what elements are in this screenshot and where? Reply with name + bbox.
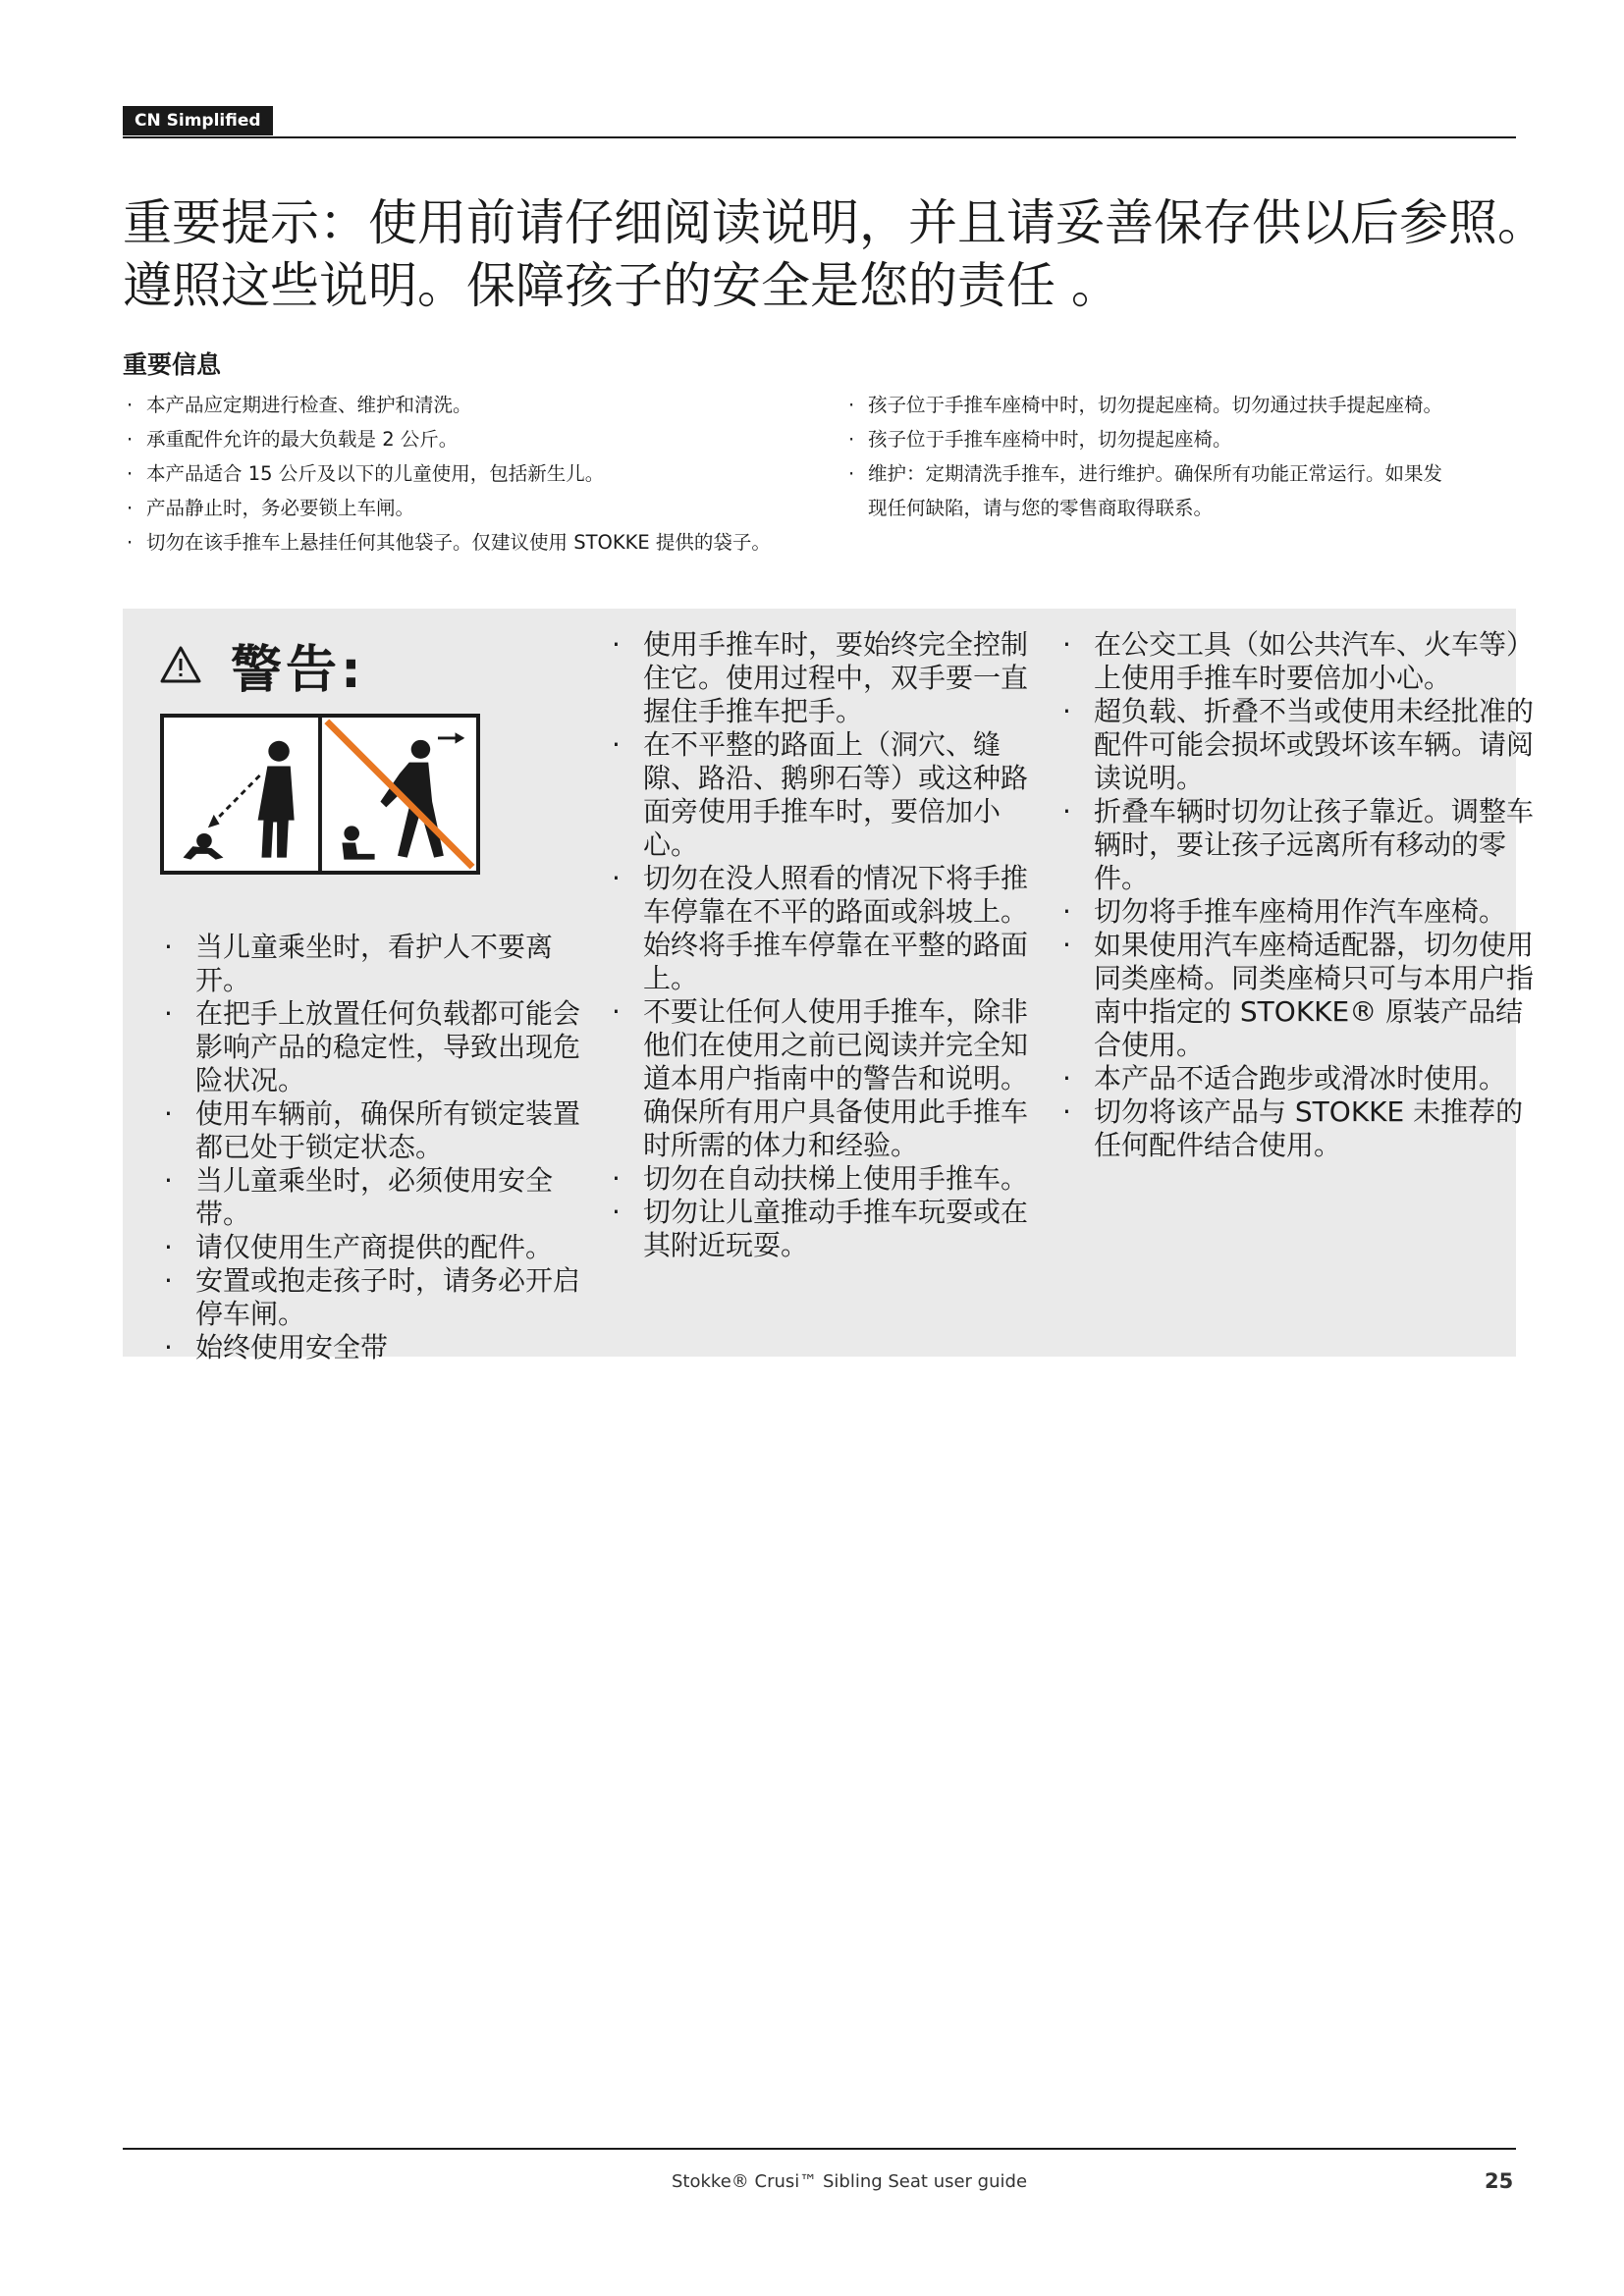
page-number: 25 [1485, 2169, 1514, 2193]
list-item: · 维护：定期清洗手推车，进行维护。确保所有功能正常运行。如果发 [844, 456, 1532, 491]
list-item: · 本产品应定期进行检查、维护和清洗。 [123, 388, 830, 422]
warning-item: · 切勿让儿童推动手推车玩耍或在其附近玩耍。 [612, 1196, 1049, 1262]
warning-item: · 折叠车辆时切勿让孩子靠近。调整车辆时，要让孩子远离所有移动的零件。 [1062, 795, 1539, 895]
do-not-leave-child-unattended-pictogram [160, 714, 480, 875]
list-item: · 孩子位于手推车座椅中时，切勿提起座椅。 [844, 422, 1532, 456]
footer-guide-name: Stokke® Crusi™ Sibling Seat user guide [672, 2171, 1028, 2192]
warning-item: · 使用车辆前，确保所有锁定装置都已处于锁定状态。 [164, 1097, 586, 1164]
warning-item: · 切勿将该产品与 STOKKE 未推荐的任何配件结合使用。 [1062, 1095, 1539, 1162]
warning-item: · 使用手推车时，要始终完全控制住它。使用过程中，双手要一直握住手推车把手。 [612, 628, 1049, 728]
important-info-right-list [844, 388, 1532, 525]
warning-item: · 当儿童乘坐时，必须使用安全带。 [164, 1164, 586, 1231]
important-info-heading: 重要信息 [123, 350, 222, 379]
warning-item: · 如果使用汽车座椅适配器，切勿使用同类座椅。同类座椅只可与本用户指南中指定的 STOKKE® 原装产品结合使用。 [1062, 929, 1539, 1062]
warning-item: · 安置或抱走孩子时，请务必开启停车闸。 [164, 1264, 586, 1331]
warning-item: · 在公交工具（如公共汽车、火车等）上使用手推车时要倍加小心。 [1062, 628, 1539, 695]
warning-list-col2 [612, 628, 1049, 1262]
list-item: · 本产品适合 15 公斤及以下的儿童使用，包括新生儿。 [123, 456, 830, 491]
warning-box [123, 609, 1535, 1363]
important-info-left-list [123, 388, 830, 560]
warning-item: · 在不平整的路面上（洞穴、缝隙、路沿、鹅卵石等）或这种路面旁使用手推车时，要倍加小心。 [612, 728, 1049, 862]
language-tag: CN Simplified [123, 106, 273, 135]
page-title [123, 191, 1546, 317]
warning-item: · 切勿将手推车座椅用作汽车座椅。 [1062, 895, 1539, 929]
warning-item: · 本产品不适合跑步或滑冰时使用。 [1062, 1062, 1539, 1095]
warning-header [160, 630, 365, 699]
header-rule [123, 136, 1516, 138]
list-item: · 孩子位于手推车座椅中时，切勿提起座椅。切勿通过扶手提起座椅。 [844, 388, 1532, 422]
warning-item: · 切勿在自动扶梯上使用手推车。 [612, 1162, 1049, 1196]
title-line: 重要提示：使用前请仔细阅读说明，并且请妥善保存供以后参照。 [123, 194, 1546, 251]
warning-triangle-icon [160, 646, 201, 683]
warning-title: 警告: [231, 640, 365, 700]
warning-list-col1 [164, 931, 586, 1364]
list-item: · 承重配件允许的最大负载是 2 公斤。 [123, 422, 830, 456]
footer-rule [123, 2148, 1516, 2150]
warning-item: · 不要让任何人使用手推车，除非他们在使用之前已阅读并完全知道本用户指南中的警告和说明。确保所有用户具备使用此手推车时所需的体力和经验。 [612, 995, 1049, 1162]
list-item-continuation: 现任何缺陷，请与您的零售商取得联系。 [868, 497, 1214, 519]
list-item: · 切勿在该手推车上悬挂任何其他袋子。仅建议使用 STOKKE 提供的袋子。 [123, 525, 830, 560]
warning-item: · 超负载、折叠不当或使用未经批准的配件可能会损坏或毁坏该车辆。请阅读说明。 [1062, 695, 1539, 795]
list-item: · 产品静止时，务必要锁上车闸。 [123, 491, 830, 525]
warning-item: · 当儿童乘坐时，看护人不要离开。 [164, 931, 586, 997]
warning-list-col3 [1062, 628, 1539, 1162]
warning-item: · 在把手上放置任何负载都可能会影响产品的稳定性，导致出现危险状况。 [164, 997, 586, 1097]
warning-item: · 请仅使用生产商提供的配件。 [164, 1231, 586, 1264]
warning-item: · 切勿在没人照看的情况下将手推车停靠在不平的路面或斜坡上。始终将手推车停靠在平整的路面上。 [612, 862, 1049, 995]
title-line: 遵照这些说明。保障孩子的安全是您的责任 。 [123, 257, 1120, 314]
warning-item: · 始终使用安全带 [164, 1331, 586, 1364]
